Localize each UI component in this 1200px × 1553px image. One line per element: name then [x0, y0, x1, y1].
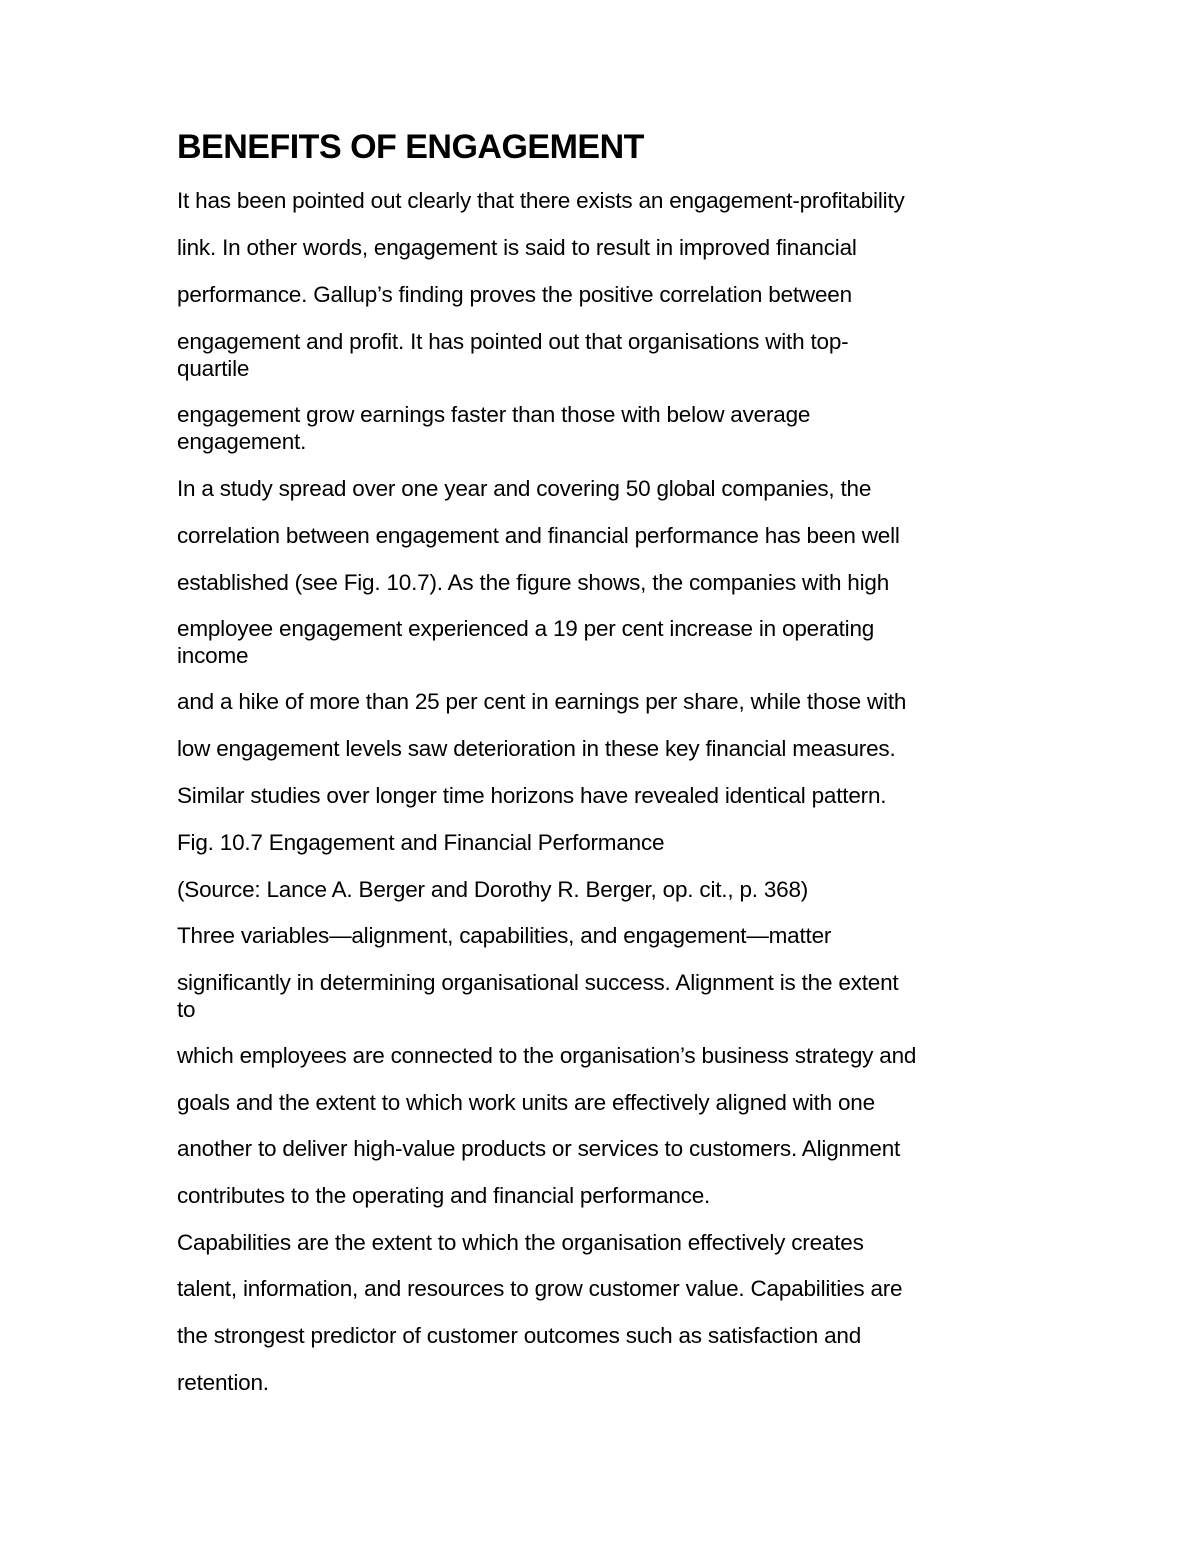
body-line: retention.: [177, 1370, 269, 1395]
body-line: correlation between engagement and financial performance has been well: [177, 523, 900, 548]
body-line: link. In other words, engagement is said to result in improved financial: [177, 235, 857, 260]
body-line: engagement.: [177, 429, 307, 454]
body-line: the strongest predictor of customer outcomes such as satisfaction and: [177, 1323, 862, 1348]
body-line: low engagement levels saw deterioration in these key financial measures.: [177, 736, 896, 761]
body-line: to: [177, 997, 196, 1022]
body-line: Three variables—alignment, capabilities, and engagement—matter: [177, 923, 832, 948]
body-line: In a study spread over one year and covering 50 global companies, the: [177, 476, 872, 501]
body-line: another to deliver high-value products or services to customers. Alignment: [177, 1136, 901, 1161]
body-line: Similar studies over longer time horizons have revealed identical pattern.: [177, 783, 887, 808]
body-line: performance. Gallup’s finding proves the positive correlation between: [177, 282, 852, 307]
body-line: income: [177, 643, 249, 668]
body-line: engagement grow earnings faster than those with below average: [177, 402, 811, 427]
body-line: talent, information, and resources to grow customer value. Capabilities are: [177, 1276, 903, 1301]
page-title: BENEFITS OF ENGAGEMENT: [177, 128, 644, 166]
body-line: established (see Fig. 10.7). As the figure shows, the companies with high: [177, 570, 890, 595]
body-line: contributes to the operating and financial performance.: [177, 1183, 711, 1208]
body-line: employee engagement experienced a 19 per cent increase in operating: [177, 616, 875, 641]
body-line: quartile: [177, 356, 250, 381]
body-line: engagement and profit. It has pointed out that organisations with top-: [177, 329, 849, 354]
body-line: and a hike of more than 25 per cent in earnings per share, while those with: [177, 689, 907, 714]
figure-caption: Fig. 10.7 Engagement and Financial Performance: [177, 830, 665, 855]
body-line: goals and the extent to which work units are effectively aligned with one: [177, 1090, 875, 1115]
body-line: significantly in determining organisational success. Alignment is the extent: [177, 970, 899, 995]
body-line: Capabilities are the extent to which the organisation effectively creates: [177, 1230, 864, 1255]
figure-source: (Source: Lance A. Berger and Dorothy R. Berger, op. cit., p. 368): [177, 877, 809, 902]
body-line: It has been pointed out clearly that there exists an engagement-profitability: [177, 188, 905, 213]
body-line: which employees are connected to the organisation’s business strategy and: [177, 1043, 917, 1068]
